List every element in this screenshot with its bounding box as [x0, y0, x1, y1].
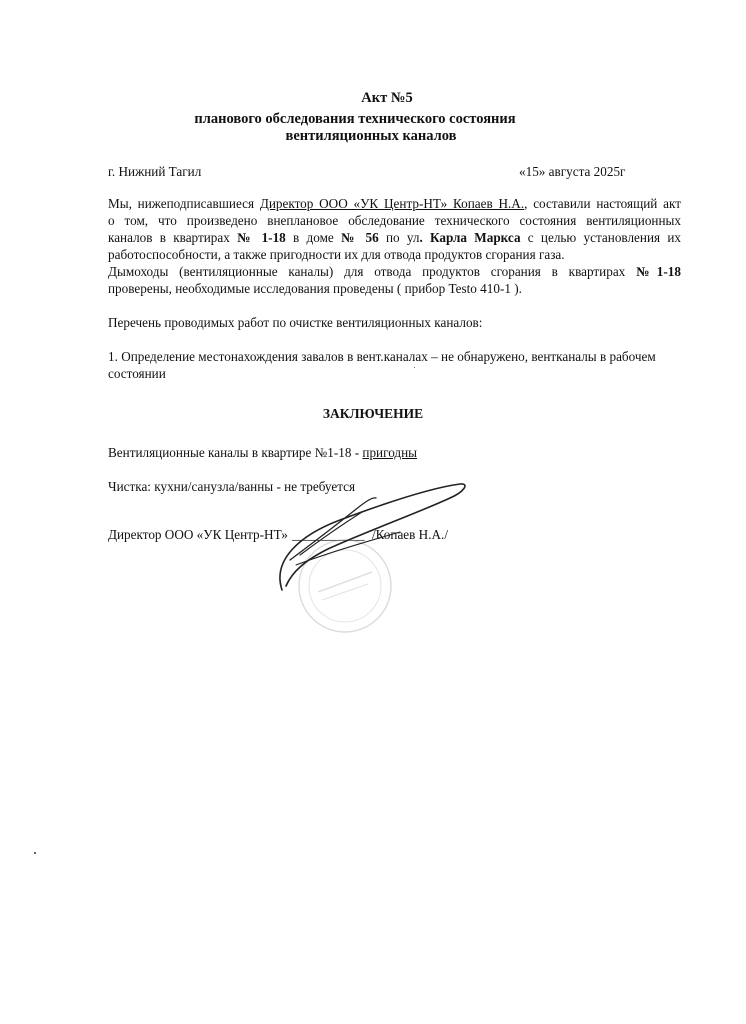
verdict: пригодны — [362, 445, 418, 460]
date: «15» августа 2025г — [519, 164, 626, 179]
conclusion-heading: ЗАКЛЮЧЕНИЕ — [322, 406, 424, 421]
act-title: Акт №5 — [361, 90, 413, 106]
signature-line: ___________ — [292, 527, 365, 542]
scan-speck — [34, 852, 36, 854]
intro-line-1: Мы, нижеподписавшиеся Директор ООО «УК Центр-НТ» Копаев Н.А., составили настоящий акт — [108, 196, 681, 211]
signature-role: Директор ООО «УК Центр-НТ» — [108, 527, 288, 542]
signature-name: /Копаев Н.А./ — [372, 527, 448, 542]
works-item-1: 1. Определение местонахождения завалов в вент.каналах – не обнаружено, вентканалы в рабочем — [108, 349, 656, 364]
intro-line-4: работоспособности, а также пригодности их для отвода продуктов сгорания газа. — [108, 247, 565, 262]
signatory-underlined: Директор ООО «УК Центр-НТ» Копаев Н.А. — [259, 196, 525, 211]
intro-line-3: каналов в квартирах № 1-18 в доме № 56 по ул. Карла Маркса с целью установления их — [108, 230, 682, 245]
place: г. Нижний Тагил — [108, 164, 202, 179]
works-item-1-cont: состоянии — [108, 366, 166, 381]
intro-line-5: Дымоходы (вентиляционные каналы) для отвода продуктов сгорания в квартирах №1-18 — [108, 264, 681, 279]
intro-line-6: проверены, необходимые исследования проведены ( прибор Testo 410-1 ). — [108, 281, 522, 296]
conclusion-text: Вентиляционные каналы в квартире №1-18 - пригодны — [108, 445, 418, 460]
works-heading: Перечень проводимых работ по очистке вентиляционных каналов: — [108, 315, 483, 330]
cleaning-text: Чистка: кухни/санузла/ванны - не требуется — [108, 479, 356, 494]
act-subtitle-1: планового обследования технического состояния — [194, 111, 516, 127]
scan-speck — [414, 367, 415, 368]
intro-line-2: о том, что произведено внеплановое обследование технического состояния вентиляционных — [108, 213, 681, 228]
act-subtitle-2: вентиляционных каналов — [285, 128, 457, 144]
stamp-image — [299, 540, 391, 632]
